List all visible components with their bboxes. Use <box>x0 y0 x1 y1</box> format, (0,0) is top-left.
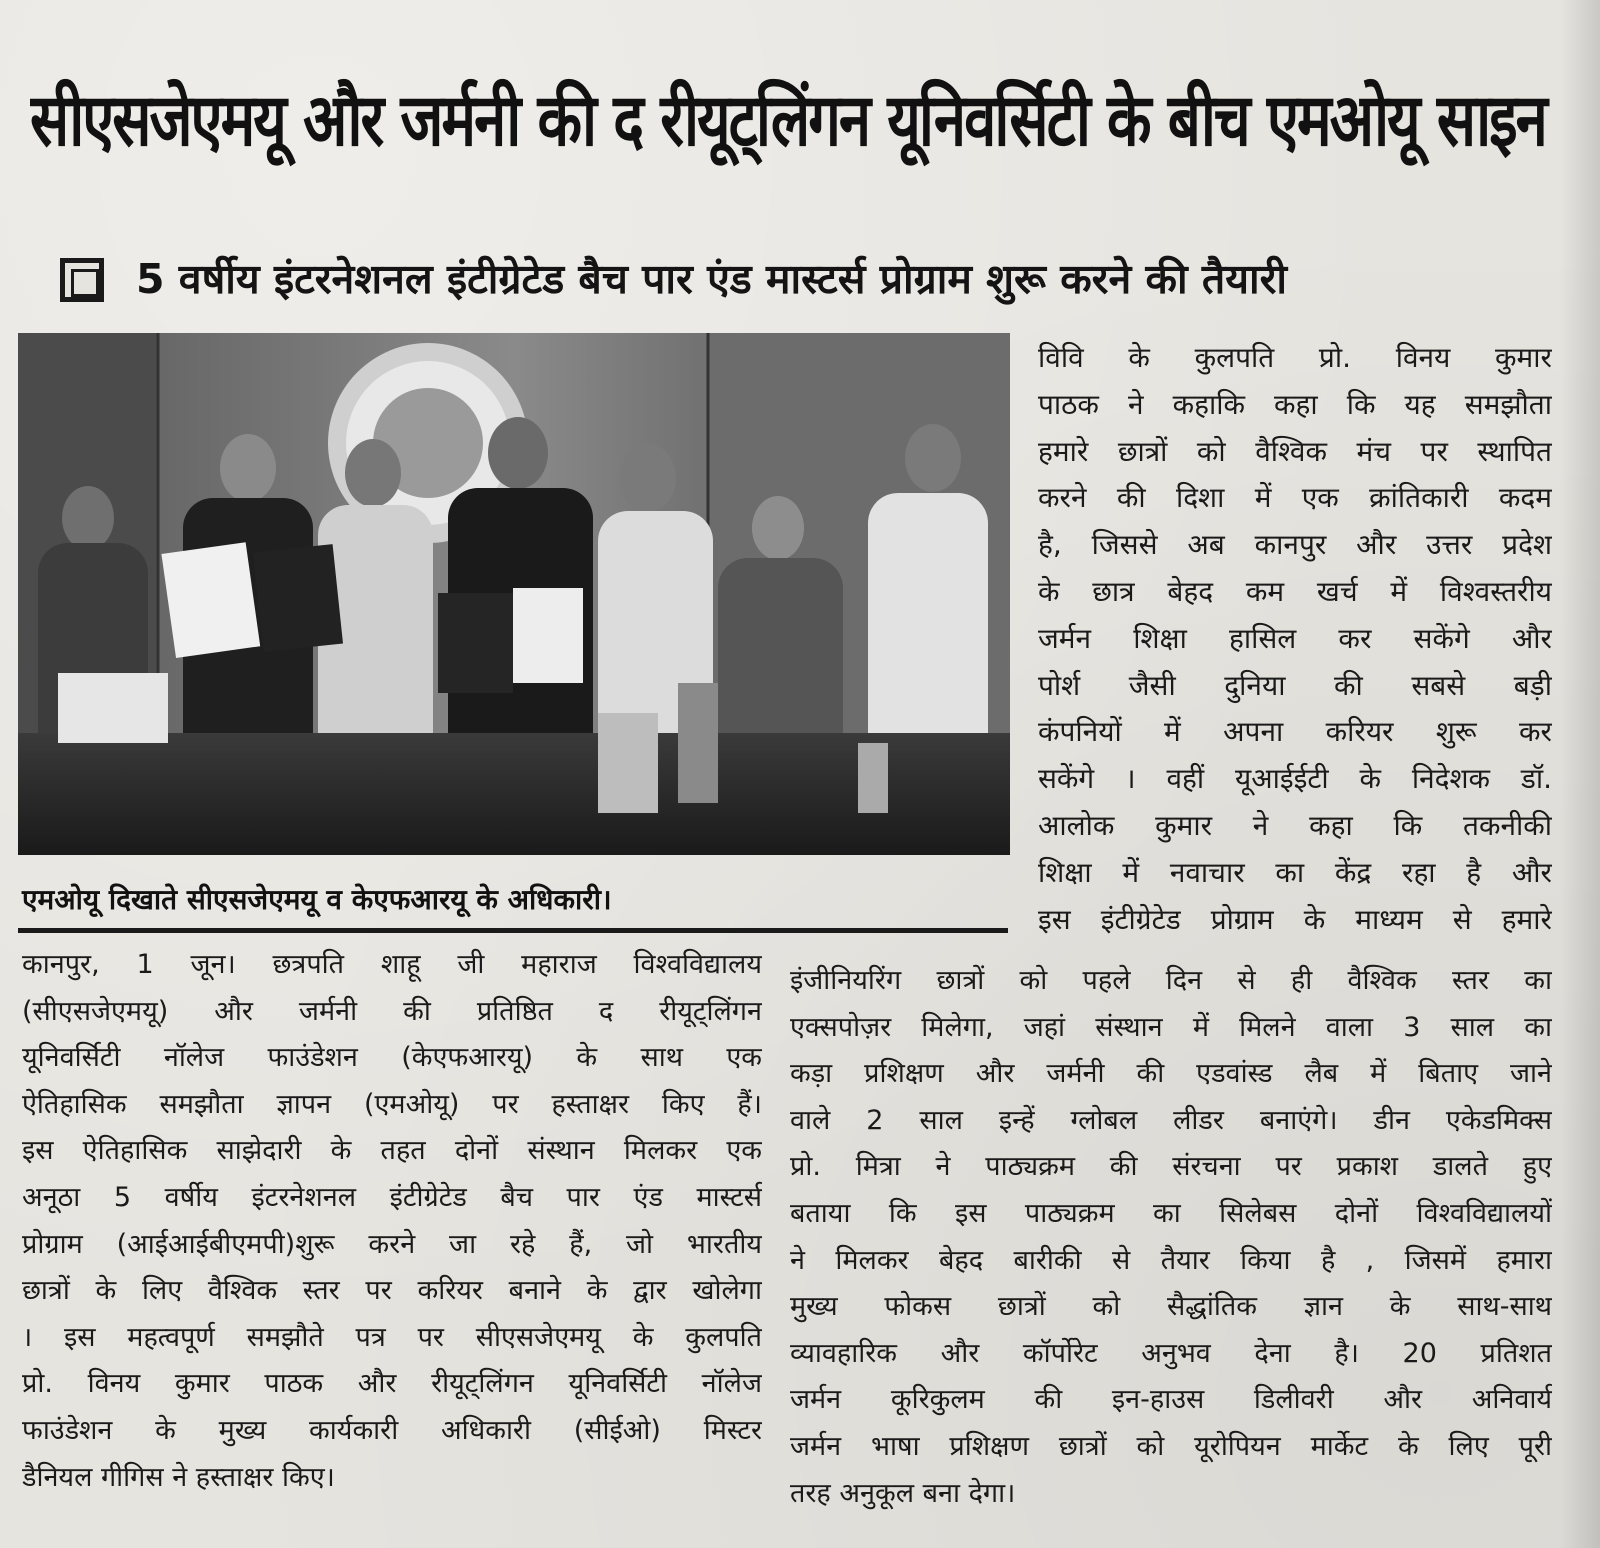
text-line: करने की दिशा में एक क्रांतिकारी कदम <box>1038 481 1552 515</box>
text-line: विवि के कुलपति प्रो. विनय कुमार <box>1038 341 1552 374</box>
text-line: कड़ा प्रशिक्षण और जर्मनी की एडवांस्ड लैब में बिताए जाने <box>790 1058 1552 1090</box>
headline: सीएसजेएमयू और जर्मनी की द रीयूट्लिंगन यूनिवर्सिटी के बीच एमओयू साइन <box>30 77 1546 163</box>
text-line: मुख्य फोकस छात्रों को सैद्धांतिक ज्ञान के साथ-साथ <box>790 1291 1552 1323</box>
text-line: जर्मन कूरिकुलम की इन-हाउस डिलीवरी और अनिवार्य <box>790 1384 1552 1416</box>
mou-signing-photo <box>18 333 1010 855</box>
text-line: वाले 2 साल इन्हें ग्लोबल लीडर बनाएंगे। डीन एकेडमिक्स <box>790 1104 1552 1136</box>
text-line: है, जिससे अब कानपुर और उत्तर प्रदेश <box>1038 528 1552 562</box>
text-line: (सीएसजेएमयू) और जर्मनी की प्रतिष्ठित द रीयूट्लिंगन <box>22 995 762 1027</box>
text-line: जर्मन शिक्षा हासिल कर सकेंगे और <box>1038 621 1552 655</box>
article-column-right-bottom <box>790 958 1552 1517</box>
text-line: कानपुर, 1 जून। छत्रपति शाहू जी महाराज विश्वविद्यालय <box>22 949 762 980</box>
text-line: पाठक ने कहाकि कहा कि यह समझौता <box>1038 387 1552 421</box>
photo-caption: एमओयू दिखाते सीएसजेएमयू व केएफआरयू के अधिकारी। <box>22 883 612 916</box>
divider-rule <box>18 928 1008 933</box>
text-line: डैनियल गीगिस ने हस्ताक्षर किए। <box>22 1461 335 1493</box>
text-line: कंपनियों में अपना करियर शुरू कर <box>1038 715 1552 749</box>
page-edge-shadow <box>1560 0 1600 1548</box>
text-line: फाउंडेशन के मुख्य कार्यकारी अधिकारी (सीईओ) मिस्टर <box>22 1414 762 1446</box>
text-line: अनूठा 5 वर्षीय इंटरनेशनल इंटीग्रेटेड बैच पार एंड मास्टर्स <box>22 1181 762 1213</box>
text-line: सकेंगे । वहीं यूआईईटी के निदेशक डॉ. <box>1038 762 1552 796</box>
text-line: शिक्षा में नवाचार का केंद्र रहा है और <box>1038 855 1552 889</box>
text-line: इस इंटीग्रेटेड प्रोग्राम के माध्यम से हमारे <box>1038 902 1552 936</box>
article-column-left <box>22 942 762 1501</box>
article-column-right-top <box>1038 335 1552 943</box>
text-line: प्रो. मित्रा ने पाठ्यक्रम की संरचना पर प्रकाश डालते हुए <box>790 1151 1552 1183</box>
text-line: इंजीनियरिंग छात्रों को पहले दिन से ही वैश्विक स्तर का <box>790 965 1552 996</box>
text-line: ने मिलकर बेहद बारीकी से तैयार किया है , जिसमें हमारा <box>790 1244 1552 1276</box>
text-line: प्रोग्राम (आईआईबीएमपी)शुरू करने जा रहे हैं, जो भारतीय <box>22 1228 762 1260</box>
square-bullet-icon <box>60 258 104 302</box>
subheadline: 5 वर्षीय इंटरनेशनल इंटीग्रेटेड बैच पार एंड मास्टर्स प्रोग्राम शुरू करने की तैयारी <box>136 255 1288 303</box>
text-line: हमारे छात्रों को वैश्विक मंच पर स्थापित <box>1038 434 1552 468</box>
text-line: पोर्श जैसी दुनिया की सबसे बड़ी <box>1038 668 1552 702</box>
text-line: इस ऐतिहासिक साझेदारी के तहत दोनों संस्थान मिलकर एक <box>22 1135 762 1167</box>
text-line: के छात्र बेहद कम खर्च में विश्वस्तरीय <box>1038 574 1552 608</box>
text-line: प्रो. विनय कुमार पाठक और रीयूट्लिंगन यूनिवर्सिटी नॉलेज <box>22 1368 762 1400</box>
text-line: ऐतिहासिक समझौता ज्ञापन (एमओयू) पर हस्ताक्षर किए हैं। <box>22 1088 762 1120</box>
text-line: तरह अनुकूल बना देगा। <box>790 1477 1016 1509</box>
text-line: व्यावहारिक और कॉर्पोरेट अनुभव देना है। 20 प्रतिशत <box>790 1337 1552 1369</box>
text-line: जर्मन भाषा प्रशिक्षण छात्रों को यूरोपियन मार्केट के लिए पूरी <box>790 1430 1552 1462</box>
text-line: छात्रों के लिए वैश्विक स्तर पर करियर बनाने के द्वार खोलेगा <box>22 1275 762 1307</box>
text-line: । इस महत्वपूर्ण समझौते पत्र पर सीएसजेएमयू के कुलपति <box>22 1321 762 1353</box>
text-line: बताया कि इस पाठ्यक्रम का सिलेबस दोनों विश्वविद्यालयों <box>790 1197 1552 1229</box>
text-line: आलोक कुमार ने कहा कि तकनीकी <box>1038 808 1552 842</box>
news-photo <box>18 333 1010 855</box>
text-line: एक्सपोज़र मिलेगा, जहां संस्थान में मिलने वाला 3 साल का <box>790 1011 1552 1043</box>
text-line: यूनिवर्सिटी नॉलेज फाउंडेशन (केएफआरयू) के साथ एक <box>22 1042 762 1074</box>
